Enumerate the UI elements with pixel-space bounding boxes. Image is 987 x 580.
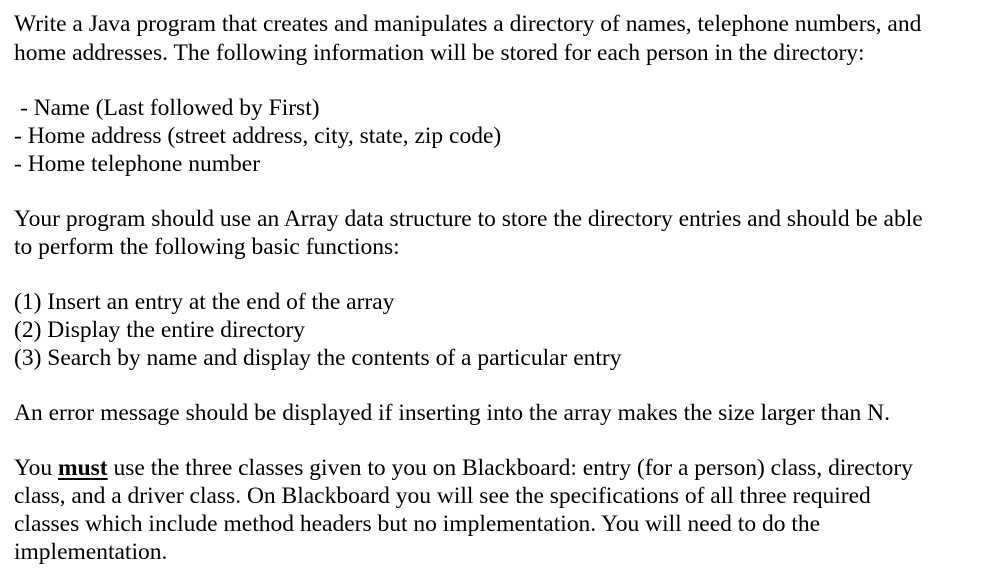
classes-note-line-1: [14, 455, 913, 482]
function-item-insert: (1) Insert an entry at the end of the array: [14, 289, 395, 315]
classes-note-line-3: classes which include method headers but no implementation. You will need to do the: [14, 511, 821, 537]
intro-line-1: Write a Java program that creates and manipulates a directory of names, telephone numbers, and: [14, 11, 922, 37]
classes-note-suffix: use the three classes given to you on Blackboard: entry (for a person) class, directory: [107, 455, 913, 481]
field-item-phone: - Home telephone number: [14, 151, 261, 177]
error-note: An error message should be displayed if inserting into the array makes the size larger than N.: [14, 400, 890, 426]
classes-note-line-2: class, and a driver class. On Blackboard you will see the specifications of all three required: [14, 483, 871, 509]
intro-line-2: home addresses. The following information will be stored for each person in the directory:: [14, 40, 865, 66]
classes-note-prefix: You: [14, 455, 58, 481]
function-item-display: (2) Display the entire directory: [14, 317, 306, 343]
field-item-name: - Name (Last followed by First): [20, 95, 320, 121]
must-emphasis: must: [58, 455, 108, 481]
classes-note-line-4: implementation.: [14, 539, 168, 565]
requirements-line-2: to perform the following basic functions:: [14, 234, 400, 260]
field-item-address: - Home address (street address, city, state, zip code): [14, 123, 502, 149]
requirements-line-1: Your program should use an Array data structure to store the directory entries and should be able: [14, 206, 923, 232]
function-item-search: (3) Search by name and display the contents of a particular entry: [14, 345, 622, 371]
